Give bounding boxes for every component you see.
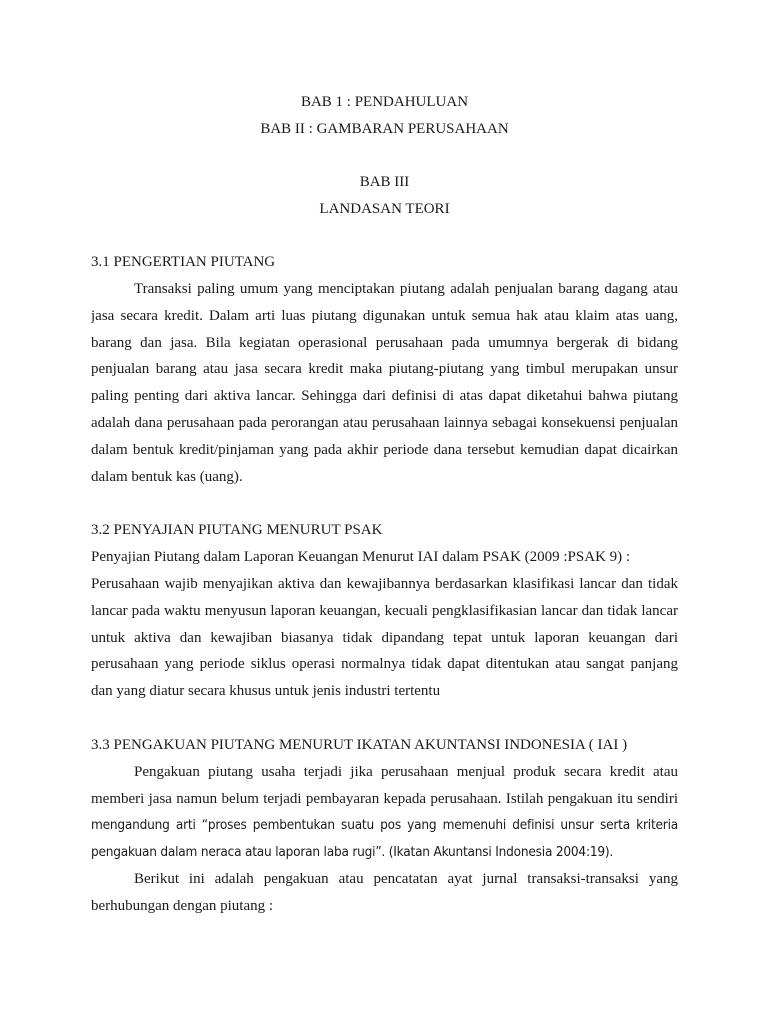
section-3-1-line: dalam bentuk kas (uang). [91, 469, 243, 485]
section-3-1-line: paling penting dari aktiva lancar. Sehingga dari definisi di atas dapat diketahui bahwa piutang [91, 388, 678, 404]
heading-bab1: BAB 1 : PENDAHULUAN [300, 94, 469, 110]
section-3-2-line: untuk aktiva dan kewajiban biasanya tidak dipandang tepat untuk laporan keuangan dari [91, 630, 678, 646]
section-3-2-line: lancar pada waktu menyusun laporan keuangan, kecuali pengklasifikasian lancar dan tidak lancar [91, 603, 678, 619]
section-3-2-line: perusahaan yang periode siklus operasi normalnya tidak dapat ditentukan atau sangat panjang [91, 656, 678, 672]
section-3-3-line: memberi jasa namun belum terjadi pembayaran kepada perusahaan. Istilah pengakuan itu sendiri [91, 791, 678, 807]
section-3-1-line: dalam bentuk kredit/pinjaman yang pada akhir periode dana tersebut kemudian dapat dicairkan [91, 442, 678, 458]
section-3-1-line: Transaksi paling umum yang menciptakan piutang adalah penjualan barang dagang atau [134, 281, 678, 297]
heading-bab3: BAB III [359, 174, 410, 190]
section-3-2-line: Penyajian Piutang dalam Laporan Keuangan Menurut IAI dalam PSAK (2009 :PSAK 9) : [91, 549, 631, 565]
section-3-3-heading: 3.3 PENGAKUAN PIUTANG MENURUT IKATAN AKUNTANSI INDONESIA ( IAI ) [91, 737, 628, 753]
heading-bab3-title: LANDASAN TEORI [319, 201, 450, 217]
section-3-3-line: Berikut ini adalah pengakuan atau pencatatan ayat jurnal transaksi-transaksi yang [134, 871, 678, 887]
section-3-1-line: penjualan barang atau jasa secara kredit maka piutang-piutang yang timbul merupakan unsur [91, 361, 678, 377]
section-3-3-line: pengakuan dalam neraca atau laporan laba rugi”. (Ikatan Akuntansi Indonesia 2004:19). [91, 844, 614, 860]
section-3-1-line: barang dan jasa. Bila kegiatan operasional perusahaan pada umumnya bergerak di bidang [91, 335, 678, 351]
section-3-2-line: Perusahaan wajib menyajikan aktiva dan kewajibannya berdasarkan klasifikasi lancar dan tidak [91, 576, 678, 592]
section-3-3-line: berhubungan dengan piutang : [91, 898, 274, 914]
section-3-2-heading: 3.2 PENYAJIAN PIUTANG MENURUT PSAK [91, 522, 383, 538]
section-3-1-line: adalah dana perusahaan pada perorangan atau perusahaan lainnya sebagai konsekuensi penjualan [91, 415, 678, 431]
section-3-1-line: jasa secara kredit. Dalam arti luas piutang digunakan untuk semua hak atau klaim atas uang, [91, 308, 678, 324]
section-3-3-line: Pengakuan piutang usaha terjadi jika perusahaan menjual produk secara kredit atau [134, 764, 678, 780]
section-3-2-line: dan yang diatur secara khusus untuk jenis industri tertentu [91, 683, 441, 699]
section-3-3-line: mengandung arti “proses pembentukan suatu pos yang memenuhi definisi unsur serta kriteria [91, 817, 678, 833]
section-3-1-heading: 3.1 PENGERTIAN PIUTANG [91, 254, 276, 270]
heading-bab2: BAB II : GAMBARAN PERUSAHAAN [260, 121, 509, 137]
